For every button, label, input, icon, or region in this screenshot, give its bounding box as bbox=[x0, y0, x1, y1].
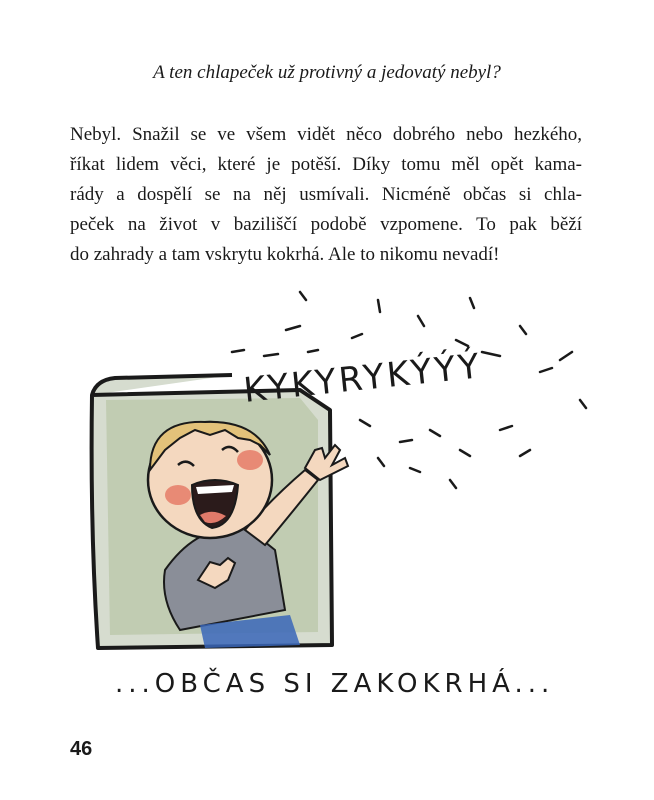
boy-right-cheek bbox=[237, 450, 263, 470]
boy-crowing-illustration bbox=[0, 280, 654, 720]
paragraph-line: Nebyl. Snažil se ve všem vidět něco dobrého nebo hezkého, bbox=[70, 124, 582, 145]
page-number: 46 bbox=[70, 738, 93, 760]
boy-left-cheek bbox=[165, 485, 191, 505]
body-paragraph bbox=[70, 120, 582, 270]
shout-lettering: KYKYRYKÝÝÝ bbox=[241, 346, 484, 411]
paragraph-line: peček na život v baziliščí podobě vzpomene. To pak běží bbox=[70, 214, 582, 235]
caption-lettering: ...OBČAS SI ZAKOKRHÁ... bbox=[115, 669, 555, 699]
paragraph-line: do zahrady a tam vskrytu kokrhá. Ale to nikomu nevadí! bbox=[70, 244, 500, 265]
paragraph-line: říkat lidem věci, které je potěší. Díky tomu měl opět kama- bbox=[70, 154, 582, 175]
paragraph-line: rády a dospělí se na něj usmívali. Nicméně občas si chla- bbox=[70, 184, 582, 205]
question-heading: A ten chlapeček už protivný a jedovatý nebyl? bbox=[153, 62, 501, 83]
